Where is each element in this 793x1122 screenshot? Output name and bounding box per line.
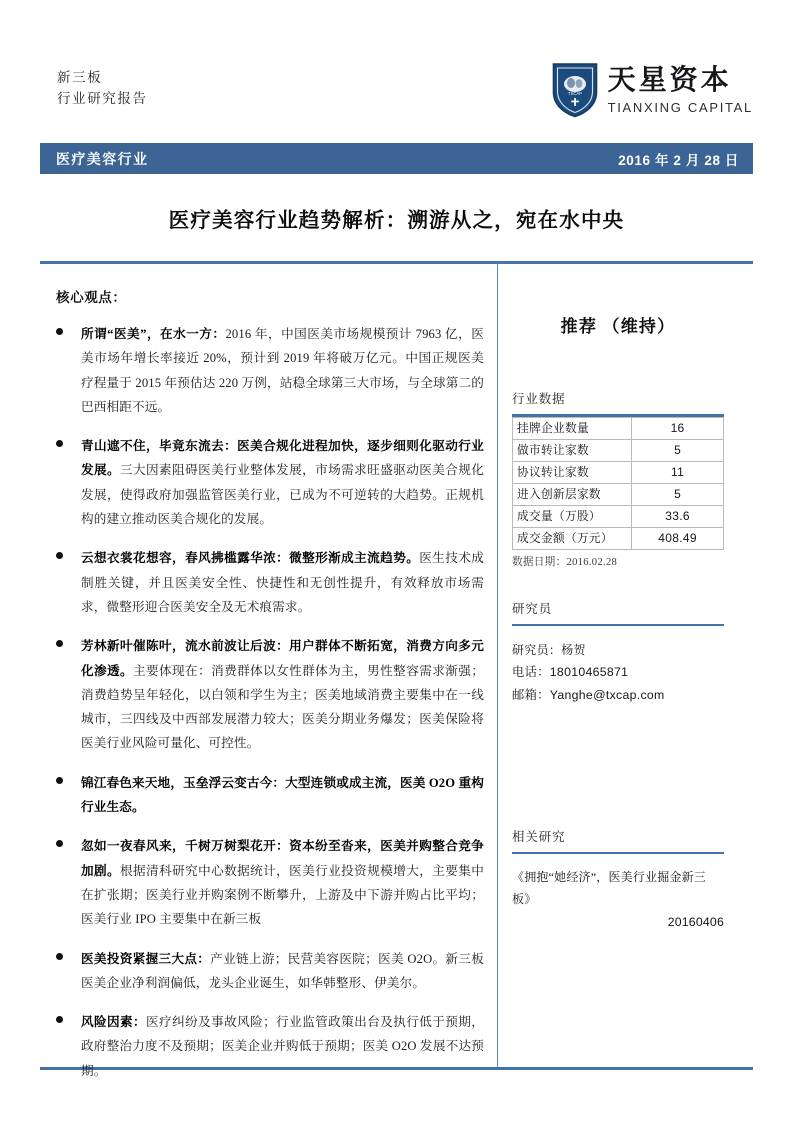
core-view-lead: 云想衣裳花想容，春风拂槛露华浓：微整形渐成主流趋势。 <box>81 551 420 566</box>
core-views-heading: 核心观点： <box>56 290 127 305</box>
core-view-lead: 医美投资紧握三大点： <box>81 951 211 966</box>
masthead-report-type <box>57 68 148 110</box>
core-view-body: 医疗纠纷及事故风险；行业监管政策出台及执行低于预期，政府整治力度不及预期；医美企业并购低于预期；医美 O2O 发展不达预期。 <box>81 1015 484 1078</box>
industry-metric-value: 5 <box>632 483 724 505</box>
masthead-line-1: 新三板 <box>57 70 103 85</box>
core-view-lead: 风险因素： <box>81 1015 147 1030</box>
core-view-bullet <box>56 634 484 755</box>
svg-text:TXCAP: TXCAP <box>567 91 582 97</box>
sidebar-column <box>512 286 724 933</box>
core-view-body: 三大因素阻碍医美行业整体发展，市场需求旺盛驱动医美合规化发展，使得政府加强监管医美行业，已成为不可逆转的大趋势。正规机构的建立推动医美合规化的发展。 <box>81 463 484 527</box>
related-research-section <box>512 827 724 933</box>
content-top-rule <box>40 261 753 264</box>
researcher-email[interactable]: 邮箱：Yanghe@txcap.com <box>512 688 665 703</box>
bullet-dot-icon <box>56 953 63 960</box>
bullet-dot-icon <box>56 1016 63 1023</box>
industry-metric-label: 做市转让家数 <box>513 439 632 461</box>
table-row <box>513 505 724 527</box>
bullet-dot-icon <box>56 640 63 647</box>
related-research-date: 20160406 <box>667 914 724 929</box>
core-view-text <box>81 947 484 996</box>
related-research-underline <box>512 852 724 855</box>
related-research-title: 《拥抱“她经济”，医美行业掘金新三板》 <box>512 870 707 907</box>
brand-wordmark <box>607 64 753 115</box>
masthead <box>0 0 793 140</box>
sidebar-spacer-5 <box>512 811 724 827</box>
core-view-bullet <box>56 434 484 531</box>
industry-metric-label: 挂牌企业数量 <box>513 417 632 439</box>
brand-name-cn: 天星资本 <box>607 64 732 96</box>
brand-name-en: TIANXING CAPITAL <box>607 99 753 115</box>
industry-data-table <box>512 417 724 550</box>
core-view-bullet <box>56 947 484 996</box>
publication-date: 2016 年 2 月 28 日 <box>618 152 739 168</box>
page-title: 医疗美容行业趋势解析：溯游从之，宛在水中央 <box>168 210 625 232</box>
core-view-text <box>81 434 484 531</box>
bullet-dot-icon <box>56 328 63 335</box>
core-view-body: 根据清科研究中心数据统计，医美行业投资规模增大，主要集中在扩张期；医美行业并购案例不断攀升，上游及中下游并购占比平均；医美行业 IPO 主要集中在新三板 <box>81 863 484 927</box>
industry-metric-value: 33.6 <box>632 505 724 527</box>
sidebar-spacer-1 <box>512 337 724 389</box>
industry-label: 医疗美容行业 <box>56 152 149 168</box>
core-view-lead: 忽如一夜春风来，千树万树梨花开：资本纷至沓来，医美并购整合竞争加剧。 <box>81 839 484 878</box>
industry-metric-value: 11 <box>632 461 724 483</box>
industry-date-bar <box>40 143 753 174</box>
researcher-phone: 电话：18010465871 <box>512 665 629 680</box>
researcher-contact <box>512 639 724 707</box>
bullet-dot-icon <box>56 840 63 847</box>
core-view-text <box>81 634 484 755</box>
bullet-dot-icon <box>56 552 63 559</box>
core-view-bullet <box>56 546 484 619</box>
table-row <box>513 439 724 461</box>
core-view-text <box>81 834 484 931</box>
core-view-body: 产业链上游；民营美容医院；医美 O2O。新三板医美企业净利润偏低，龙头企业诞生，如华韩整形、伊美尔。 <box>81 951 484 990</box>
core-view-lead: 锦江春色来天地，玉垒浮云变古今：大型连锁或成主流，医美 O2O 重构行业生态。 <box>81 775 484 815</box>
bullet-dot-icon <box>56 440 63 447</box>
core-views-column <box>56 286 484 1098</box>
industry-metric-value: 5 <box>632 439 724 461</box>
core-view-lead: 所谓“医美”，在水一方： <box>81 327 226 341</box>
table-row <box>513 417 724 439</box>
researcher-heading: 研究员 <box>512 601 553 616</box>
industry-metric-label: 协议转让家数 <box>513 461 632 483</box>
industry-data-heading: 行业数据 <box>512 392 566 406</box>
bullet-dot-icon <box>56 777 63 784</box>
industry-data-section <box>512 389 724 569</box>
core-view-bullet <box>56 1010 484 1083</box>
sidebar-spacer-2 <box>512 569 724 599</box>
sidebar-spacer-3 <box>512 707 724 759</box>
researcher-underline <box>512 624 724 627</box>
related-research-item[interactable] <box>512 867 724 932</box>
table-row <box>513 483 724 505</box>
column-divider <box>497 263 498 1068</box>
core-views-list <box>56 322 484 1083</box>
industry-metric-label: 成交量（万股） <box>513 505 632 527</box>
core-view-bullet <box>56 771 484 820</box>
core-view-bullet <box>56 322 484 419</box>
table-row <box>513 461 724 483</box>
core-view-lead: 青山遮不住，毕竟东流去：医美合规化进程加快，逐步细则化驱动行业发展。 <box>81 439 484 478</box>
industry-metric-value: 408.49 <box>632 527 724 549</box>
industry-metric-label: 进入创新层家数 <box>513 483 632 505</box>
masthead-line-2: 行业研究报告 <box>57 90 148 106</box>
company-logo <box>552 62 753 118</box>
industry-data-note: 数据日期：2016.02.28 <box>512 556 618 568</box>
researcher-name: 研究员：杨贺 <box>512 643 586 658</box>
table-row <box>513 527 724 549</box>
core-view-text <box>81 546 484 619</box>
shield-icon <box>552 62 598 118</box>
core-view-body: 主要体现在：消费群体以女性群体为主，男性整容需求渐强；消费趋势呈年轻化，以白领和学生为主；医美地域消费主要集中在一线城市，三四线及中西部发展潜力较大；医美分期业务爆发；医美保险将医美行业风险可量化、可控性。 <box>81 663 484 751</box>
core-view-text <box>81 322 484 419</box>
sidebar-spacer-4 <box>512 759 724 811</box>
related-research-heading: 相关研究 <box>512 829 566 844</box>
rating-badge: 推荐 （维持） <box>560 317 676 336</box>
core-view-lead: 芳林新叶催陈叶，流水前波让后波：用户群体不断拓宽，消费方向多元化渗透。 <box>81 639 484 678</box>
core-view-bullet <box>56 834 484 931</box>
core-view-body: 2016 年，中国医美市场规模预计 7963 亿，医美市场年增长率接近 20%，预计到 2019 年将破万亿元。中国正规医美疗程量于 2015 年预估达 220 万例，站稳全球第三大市场，与全球第二的巴西相距不远。 <box>81 327 484 414</box>
industry-metric-value: 16 <box>632 417 724 439</box>
researcher-section <box>512 599 724 707</box>
core-view-text <box>81 771 484 820</box>
core-view-body: 医生技术成制胜关键，并且医美安全性、快捷性和无创性提升，有效释放市场需求，微整形迎合医美安全及无术痕需求。 <box>81 551 484 614</box>
industry-metric-label: 成交金额（万元） <box>513 527 632 549</box>
core-view-text <box>81 1010 484 1083</box>
